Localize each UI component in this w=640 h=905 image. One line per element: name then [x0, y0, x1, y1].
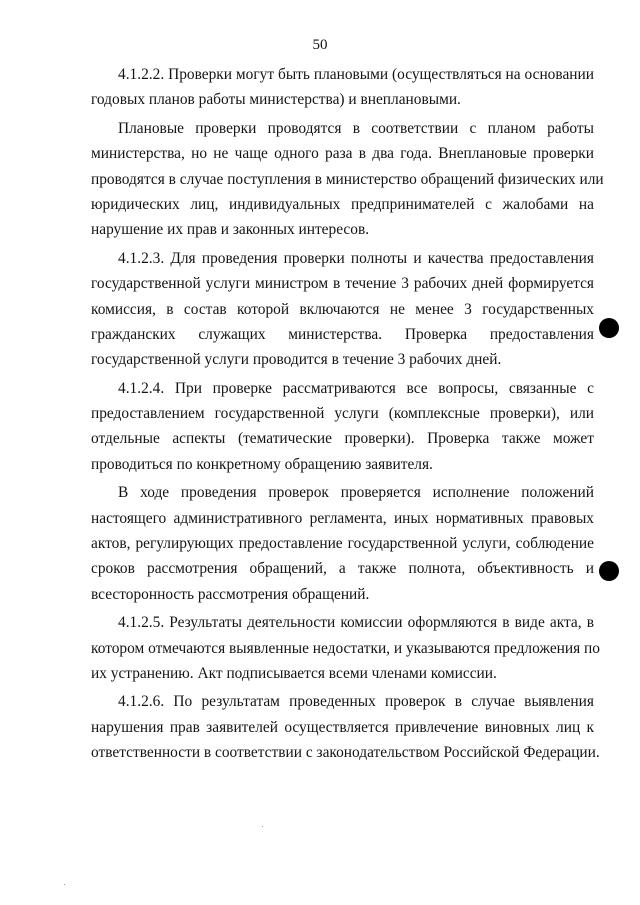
text-line: котором отмечаются выявленные недостатки, и указываются предложения по	[91, 639, 600, 657]
paragraph-4-1-2-6	[91, 689, 600, 765]
text-line: проводятся в случае поступления в министерство обращений физических или	[91, 170, 604, 188]
text-line: годовых планов работы министерства) и внеплановыми.	[91, 91, 461, 109]
paragraph-4-1-2-4	[91, 376, 594, 478]
text-line: их устранению. Акт подписывается всеми членами комиссии.	[91, 664, 497, 682]
text-line: В ходе проведения проверок проверяется исполнение положений	[118, 484, 594, 502]
document-body	[91, 62, 604, 769]
text-line: всесторонность рассмотрения обращений.	[91, 585, 370, 603]
text-line: 4.1.2.2. Проверки могут быть плановыми (осуществляться на основании	[118, 66, 594, 83]
scan-speck	[262, 826, 263, 827]
text-line: отдельные аспекты (тематические проверки). Проверка также может	[91, 430, 594, 448]
text-line: государственной услуги проводится в течение 3 рабочих дней.	[91, 351, 502, 369]
text-line: 4.1.2.4. При проверке рассматриваются все вопросы, связанные с	[118, 379, 594, 397]
page-number: 50	[312, 37, 328, 53]
text-line: проводиться по конкретному обращению заявителя.	[91, 455, 433, 473]
text-line: юридических лиц, индивидуальных предпринимателей с жалобами на	[91, 195, 594, 213]
text-line: государственной услуги министром в течение 3 рабочих дней формируется	[91, 275, 594, 293]
text-line: настоящего административного регламента, иных нормативных правовых	[91, 509, 594, 527]
paragraph-4-1-2-2	[91, 62, 594, 113]
scan-speck	[64, 884, 65, 885]
paragraph-4-1-2-5	[91, 610, 600, 686]
text-line: ответственности в соответствии с законодательством Российской Федерации.	[91, 744, 600, 762]
text-line: сроков рассмотрения обращений, а также полнота, объективность и	[91, 560, 594, 578]
punch-hole-mark	[599, 561, 619, 581]
punch-hole-mark	[599, 318, 619, 338]
text-line: предоставлением государственной услуги (комплексные проверки), или	[91, 405, 594, 423]
text-line: 4.1.2.5. Результаты деятельности комиссии оформляются в виде акта, в	[118, 614, 594, 632]
text-line: нарушение их прав и законных интересов.	[91, 221, 370, 239]
text-line: нарушения прав заявителей осуществляется привлечение виновных лиц к	[91, 718, 594, 736]
text-line: Плановые проверки проводятся в соответствии с планом работы	[118, 119, 594, 137]
text-line: комиссия, в состав которой включаются не менее 3 государственных	[91, 300, 594, 318]
text-line: гражданских служащих министерства. Проверка предоставления	[91, 325, 594, 343]
text-line: актов, регулирующих предоставление государственной услуги, соблюдение	[91, 535, 594, 553]
text-line: 4.1.2.3. Для проведения проверки полноты и качества предоставления	[118, 249, 594, 267]
paragraph-4-1-2-3	[91, 246, 594, 373]
text-line: министерства, но не чаще одного раза в два года. Внеплановые проверки	[91, 145, 594, 163]
text-line: 4.1.2.6. По результатам проведенных проверок в случае выявления	[118, 693, 594, 711]
paragraph-planned-checks	[91, 116, 604, 243]
paragraph-inspection-scope	[91, 480, 594, 607]
